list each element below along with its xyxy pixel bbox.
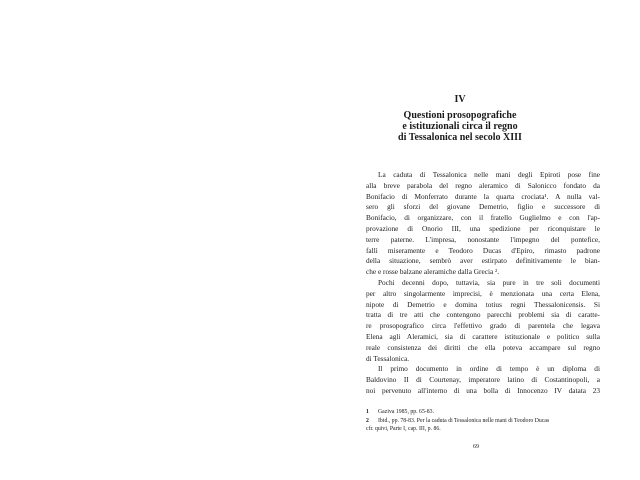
body-line: Il primo documento in ordine di tempo è un diploma di bbox=[378, 364, 600, 374]
chapter-title-line: e istituzionali circa il regno bbox=[402, 121, 518, 132]
body-line: La caduta di Tessalonica nelle mani degli Epiroti pose fine bbox=[378, 170, 600, 179]
body-line: di Tessalonica. bbox=[366, 353, 410, 363]
body-line: fallì miseramente e Teodoro Ducas d'Epiro, rimasto padrone bbox=[366, 245, 600, 255]
footnote bbox=[366, 417, 600, 426]
body-line: che e rosse balzane aleramiche dalla Grecia ². bbox=[366, 267, 500, 277]
body-line: provazione di Onorio III, una spedizione per riconquistare le bbox=[366, 223, 600, 233]
body-line: Baldovino II di Courtenay, imperatore latino di Costantinopoli, a bbox=[366, 375, 600, 385]
body-text bbox=[366, 170, 600, 397]
body-line: reale consistenza dei diritti che ella poteva accampare sul regno bbox=[366, 342, 600, 352]
footnote-number: 1 bbox=[366, 409, 369, 415]
footnote-number: 2 bbox=[366, 417, 369, 424]
body-line: sero gli sforzi del giovane Demetrio, figlio e successore di bbox=[366, 202, 600, 212]
body-line: nipote di Demetrio e domina totius regni Thessalonicensis. Si bbox=[366, 299, 600, 309]
chapter-number: IV bbox=[454, 94, 466, 105]
footnote-continuation: cfr. quivi, Parte I, cap. III, p. 86. bbox=[366, 426, 441, 432]
body-line: noi pervenuto all'interno di una bolla di Innocenzo IV datata 23 bbox=[366, 385, 600, 395]
footnote bbox=[366, 408, 600, 417]
body-line: alla breve parabola del regno aleramico di Salonicco fondato da bbox=[366, 180, 600, 190]
body-line: Pochi decenni dopo, tuttavia, sia pure in tre soli documenti bbox=[378, 277, 600, 287]
body-line: tratta di tre atti che contengono parecchi problemi sia di caratte- bbox=[366, 310, 600, 320]
body-line: terre paterne. L'impresa, nonostante l'impegno del pontefice, bbox=[366, 234, 600, 244]
footnote-text: Ibid., pp. 78-83. Per la caduta di Tessalonica nelle mani di Teodoro Ducas bbox=[378, 417, 550, 424]
page-number: 69 bbox=[473, 444, 479, 450]
body-line: Bonifacio, di organizzare, con il fratello Guglielmo e con l'ap- bbox=[366, 213, 600, 223]
chapter-title-line: di Tessalonica nel secolo XIII bbox=[398, 132, 522, 143]
chapter-title bbox=[350, 110, 570, 143]
body-line: per altro singolarmente imprecisi, è menzionata una certa Elena, bbox=[366, 288, 600, 298]
footnote-text: Gaziva 1985, pp. 65-83. bbox=[378, 409, 435, 415]
body-line: della situazione, sembrò aver estirpato definitivamente le bian- bbox=[366, 256, 600, 266]
body-line: re prosopografico circa l'effettivo grado di parentela che legava bbox=[366, 321, 600, 331]
footnotes bbox=[366, 408, 600, 434]
body-line: Elena agli Aleramici, sia di carattere istituzionale e politico sulla bbox=[366, 331, 600, 341]
body-line: Bonifacio di Monferrato durante la quarta crociata¹. A nulla val- bbox=[366, 191, 600, 201]
chapter-title-line: Questioni prosopografiche bbox=[403, 110, 517, 121]
